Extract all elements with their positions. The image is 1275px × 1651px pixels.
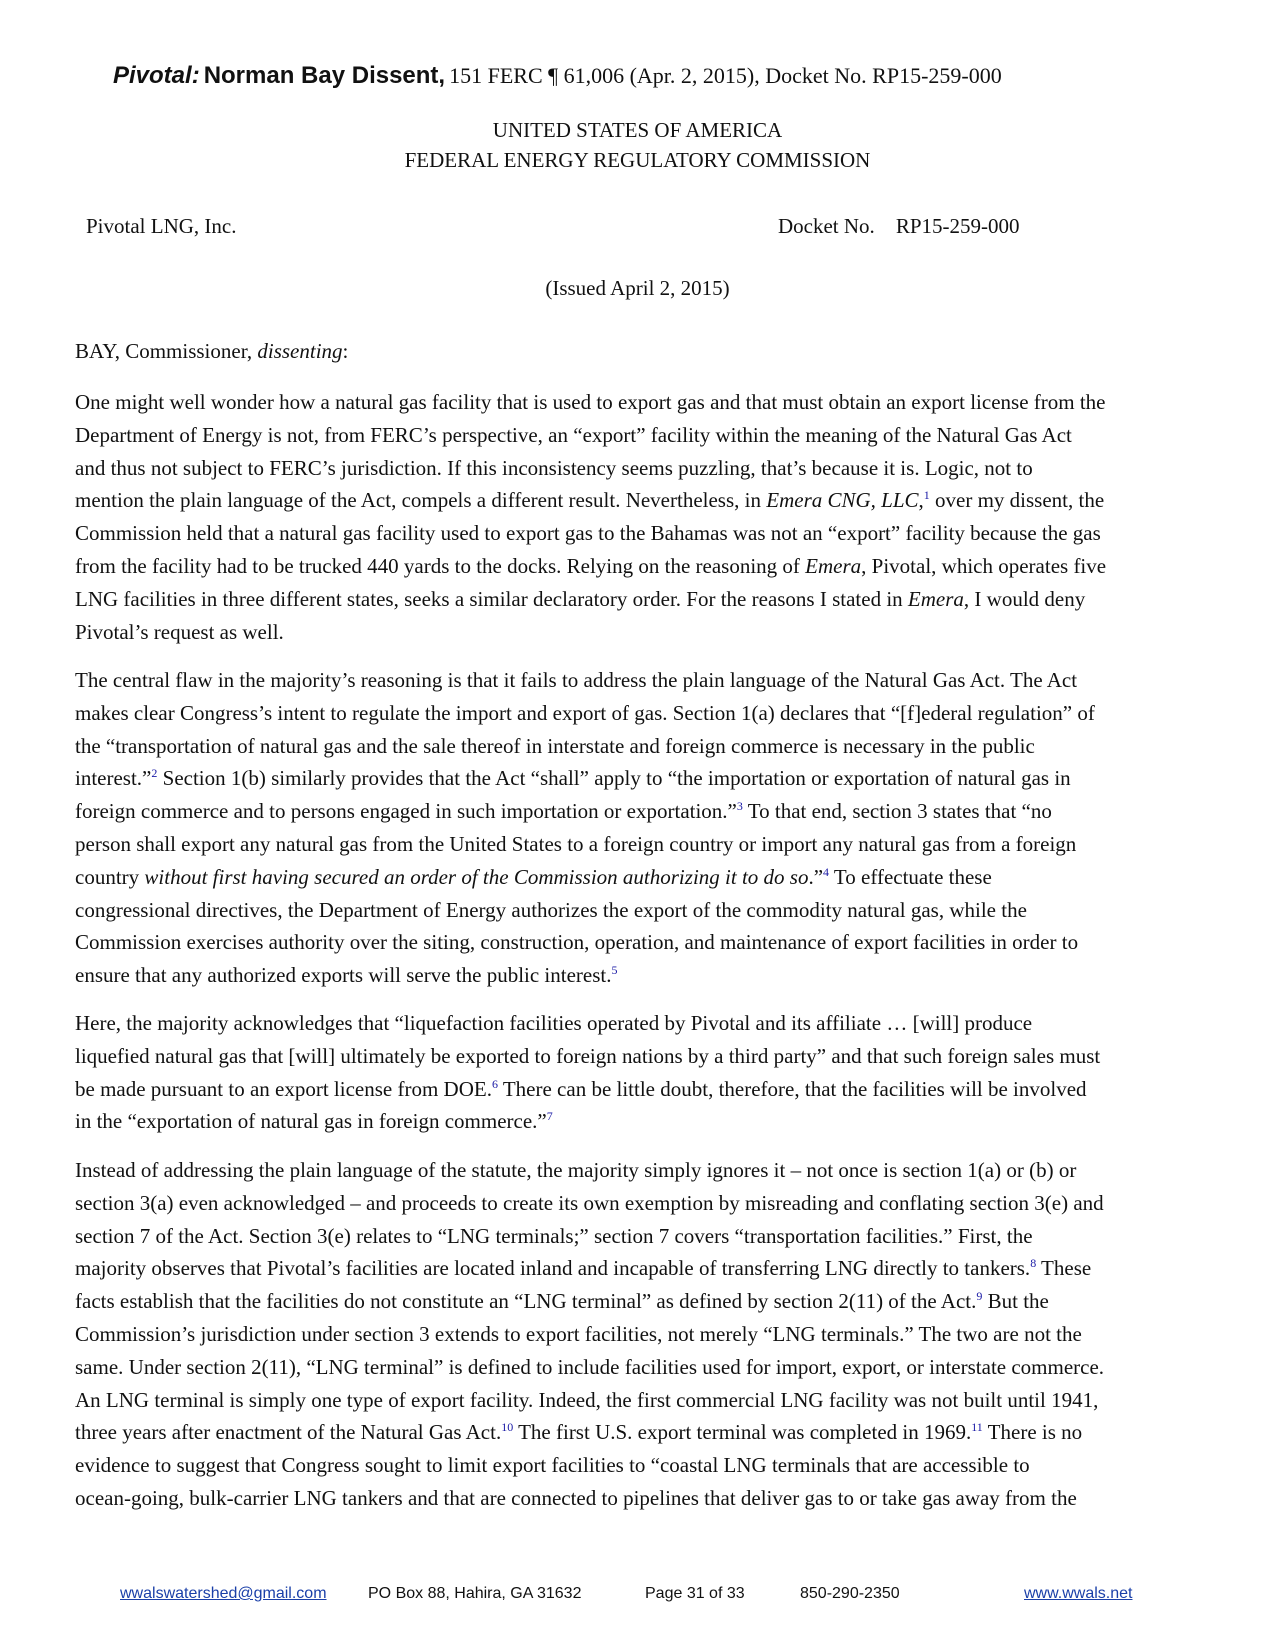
italic-text: Emera: [805, 553, 862, 578]
text-segment: majority observes that Pivotal’s facilities are located inland and incapable of transferring LNG directly to tankers.: [75, 1256, 1031, 1281]
header-citation: 151 FERC ¶ 61,006 (Apr. 2, 2015), Docket No. RP15-259-000: [449, 63, 1002, 88]
footer-page-number: Page 31 of 33: [645, 1585, 745, 1602]
footnote-marker-4[interactable]: 4: [823, 864, 830, 879]
footer-phone: 850-290-2350: [800, 1585, 900, 1602]
text-segment: foreign commerce and to persons engaged in such importation or exportation.”: [75, 799, 737, 824]
text-segment: LNG facilities in three different states, seeks a similar declaratory order. For the reasons I stated in: [75, 586, 908, 611]
footnote-marker-9[interactable]: 9: [976, 1289, 983, 1304]
paragraph-line: ocean-going, bulk-carrier LNG tankers and that are connected to pipelines that deliver gas to or take gas away from the: [75, 1485, 1077, 1510]
text-segment: from the facility had to be trucked 440 yards to the docks. Relying on the reasoning of: [75, 553, 806, 578]
paragraph-4: [75, 1154, 1203, 1515]
issued-date: (Issued April 2, 2015): [545, 276, 730, 300]
docket-number: RP15-259-000: [895, 214, 1020, 238]
paragraph-line: [75, 1416, 1203, 1449]
paragraph-line: congressional directives, the Department of Energy authorizes the export of the commodity natural gas, while the: [75, 897, 1027, 922]
paragraph-line: liquefied natural gas that [will] ultimately be exported to foreign nations by a third party” and that such foreign sales must: [75, 1043, 1101, 1068]
paragraph-line: [75, 959, 1203, 992]
paragraph-line: The central flaw in the majority’s reasoning is that it fails to address the plain language of the Natural Gas Act. The Act: [75, 668, 1078, 692]
paragraph-line: [75, 583, 1203, 616]
paragraph-line: the “transportation of natural gas and the sale thereof in interstate and foreign commerce is necessary in the public: [75, 733, 1035, 758]
italic-text: Emera CNG, LLC: [766, 488, 919, 513]
paragraph-line: [75, 861, 1203, 894]
footnote-marker-5[interactable]: 5: [611, 963, 618, 978]
docket-reference: [778, 214, 1020, 239]
text-segment: in the “exportation of natural gas in foreign commerce.”: [75, 1109, 547, 1134]
paragraph-line: makes clear Congress’s intent to regulate the import and export of gas. Section 1(a) declares that “[f]ederal regulation” of: [75, 700, 1095, 725]
text-segment: ensure that any authorized exports will serve the public interest.: [75, 963, 612, 988]
text-segment: But the: [982, 1289, 1049, 1314]
paragraph-3: [75, 1007, 1203, 1138]
opening-colon: :: [342, 339, 349, 363]
paragraph-line: [75, 550, 1203, 583]
text-segment: mention the plain language of the Act, compels a different result. Nevertheless, in: [75, 488, 767, 513]
italic-text: without first having secured an order of the Commission authorizing it to do so: [144, 864, 809, 889]
paragraph-line: section 3(a) even acknowledged – and proceeds to create its own exemption by misreading and conflating section 3(e) and: [75, 1190, 1104, 1215]
text-segment: To that end, section 3 states that “no: [742, 799, 1052, 824]
paragraph-line: [75, 484, 1203, 517]
paragraph-line: [75, 762, 1203, 795]
page-footer: [0, 1585, 1275, 1609]
paragraph-line: Pivotal’s request as well.: [75, 619, 284, 644]
text-segment: Section 1(b) similarly provides that the Act “shall” apply to “the importation or exportation of natural gas in: [157, 766, 1071, 791]
text-segment: three years after enactment of the Natural Gas Act.: [75, 1420, 502, 1445]
text-segment: There can be little doubt, therefore, that the facilities will be involved: [497, 1076, 1087, 1101]
paragraph-line: Department of Energy is not, from FERC’s perspective, an “export” facility within the meaning of the Natural Gas Act: [75, 422, 1072, 447]
paragraph-line: Commission held that a natural gas facility used to export gas to the Bahamas was not an “export” facility because the gas: [75, 521, 1101, 546]
paragraph-line: One might well wonder how a natural gas facility that is used to export gas and that must obtain an export license from the: [75, 390, 1106, 414]
paragraph-line: [75, 1105, 1203, 1138]
paragraph-line: evidence to suggest that Congress sought to limit export facilities to “coastal LNG terminals that are accessible to: [75, 1453, 1030, 1478]
commissioner-name: BAY, Commissioner,: [75, 339, 253, 363]
italic-text: Emera: [907, 586, 964, 611]
footnote-marker-8[interactable]: 8: [1030, 1256, 1037, 1271]
paragraph-2: [75, 664, 1203, 992]
dissent-opening: [75, 339, 348, 364]
text-segment: , I would deny: [963, 586, 1086, 611]
footnote-marker-1[interactable]: 1: [923, 488, 930, 503]
party-name: Pivotal LNG, Inc.: [86, 214, 237, 238]
footer-address: PO Box 88, Hahira, GA 31632: [368, 1585, 582, 1602]
paragraph-line: [75, 1285, 1203, 1318]
footer-website-link[interactable]: www.wwals.net: [1024, 1585, 1133, 1602]
text-segment: over my dissent, the: [929, 488, 1105, 513]
footnote-marker-3[interactable]: 3: [736, 799, 743, 814]
text-segment: There is no: [982, 1420, 1083, 1445]
footnote-marker-7[interactable]: 7: [546, 1109, 553, 1124]
paragraph-line: An LNG terminal is simply one type of export facility. Indeed, the first commercial LNG facility was not built until 1941,: [75, 1387, 1099, 1412]
paragraph-line: [75, 1252, 1203, 1285]
caption-agency: FEDERAL ENERGY REGULATORY COMMISSION: [404, 148, 871, 172]
paragraph-1: [75, 386, 1203, 648]
footnote-marker-6[interactable]: 6: [491, 1076, 498, 1091]
caption-country: UNITED STATES OF AMERICA: [492, 118, 783, 142]
paragraph-line: Commission exercises authority over the siting, construction, operation, and maintenance of export facilities in order to: [75, 930, 1079, 955]
paragraph-line: and thus not subject to FERC’s jurisdiction. If this inconsistency seems puzzling, that’s because it is. Logic, not to: [75, 455, 1033, 480]
text-segment: interest.”: [75, 766, 152, 791]
paragraph-line: Instead of addressing the plain language of the statute, the majority simply ignores it – not once is section 1(a) or (b) or: [75, 1158, 1077, 1182]
text-segment: facts establish that the facilities do not constitute an “LNG terminal” as defined by section 2(11) of the Act.: [75, 1289, 977, 1314]
header-label: Pivotal:: [113, 62, 200, 89]
footer-email-link[interactable]: wwalswatershed@gmail.com: [120, 1585, 327, 1602]
document-header: [113, 62, 1213, 90]
paragraph-line: Here, the majority acknowledges that “liquefaction facilities operated by Pivotal and its affiliate … [will] produce: [75, 1011, 1033, 1035]
text-segment: country: [75, 864, 145, 889]
text-segment: To effectuate these: [829, 864, 992, 889]
text-segment: ,: [918, 488, 924, 513]
footnote-marker-10[interactable]: 10: [501, 1420, 514, 1435]
text-segment: The first U.S. export terminal was completed in 1969.: [513, 1420, 972, 1445]
paragraph-line: person shall export any natural gas from the United States to a foreign country or import any natural gas from a foreign: [75, 831, 1077, 856]
dissent-role: dissenting: [257, 339, 343, 363]
paragraph-line: same. Under section 2(11), “LNG terminal” is defined to include facilities used for import, export, or interstate commerce.: [75, 1354, 1105, 1379]
docket-label: Docket No.: [778, 214, 875, 238]
paragraph-line: section 7 of the Act. Section 3(e) relates to “LNG terminals;” section 7 covers “transportation facilities.” First, the: [75, 1223, 1033, 1248]
paragraph-line: [75, 1073, 1203, 1106]
header-title: Norman Bay Dissent,: [203, 62, 446, 89]
text-segment: .”: [808, 864, 824, 889]
text-segment: These: [1036, 1256, 1092, 1281]
paragraph-line: [75, 795, 1203, 828]
text-segment: , Pivotal, which operates five: [861, 553, 1107, 578]
footnote-marker-11[interactable]: 11: [971, 1420, 983, 1435]
footnote-marker-2[interactable]: 2: [151, 766, 158, 781]
paragraph-line: Commission’s jurisdiction under section 3 extends to export facilities, not merely “LNG terminals.” The two are not the: [75, 1321, 1082, 1346]
text-segment: be made pursuant to an export license from DOE.: [75, 1076, 492, 1101]
